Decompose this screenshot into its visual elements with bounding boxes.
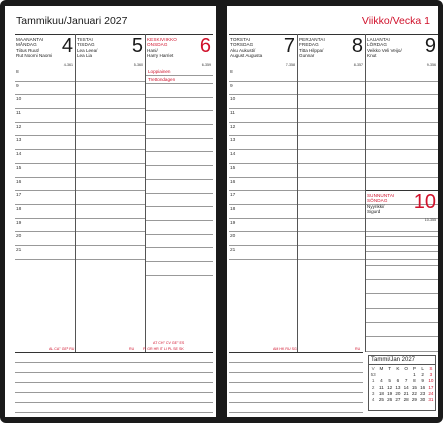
calendar-day: 15 — [411, 384, 417, 390]
hour-row — [366, 337, 438, 351]
hour-row — [76, 219, 145, 233]
calendar-day: 3 — [429, 371, 433, 377]
hour-rows — [15, 68, 75, 260]
hour-row — [298, 205, 365, 219]
hour-label: 9 — [16, 83, 19, 89]
calendar-day: 7 — [404, 378, 408, 384]
calendar-day: 27 — [395, 397, 401, 403]
weekday-header: V — [371, 365, 375, 371]
calendar-day: 19 — [387, 390, 393, 396]
hour-label: 19 — [16, 220, 22, 226]
day-of-year: 6-359 — [201, 63, 211, 67]
name-day-names — [77, 48, 97, 59]
day-header — [15, 34, 75, 68]
name-day-names: Nyyrikki/ Sigurd — [367, 204, 385, 215]
hour-row — [15, 178, 75, 192]
hour-row — [229, 164, 297, 178]
weekday-header: L — [421, 365, 424, 371]
hour-row — [298, 246, 365, 260]
day-column — [146, 34, 213, 352]
hour-row — [146, 166, 213, 180]
hour-row — [146, 98, 213, 112]
column-divider — [365, 34, 366, 352]
day-number: 10 — [413, 191, 436, 213]
hour-row — [298, 219, 365, 233]
day-header — [146, 34, 213, 68]
hour-row — [298, 136, 365, 150]
day-header — [298, 34, 365, 68]
notes-area — [229, 352, 363, 412]
left-page — [5, 6, 216, 417]
hour-row — [366, 323, 438, 337]
hour-row — [146, 194, 213, 208]
calendar-day: 17 — [428, 384, 434, 390]
hour-row — [298, 109, 365, 123]
notes-area — [15, 352, 213, 412]
hour-row — [298, 178, 365, 192]
day-of-year: 4-361 — [63, 63, 73, 67]
day-number: 9 — [424, 35, 436, 57]
day-name-sv: FREDAG — [299, 42, 319, 47]
day-column — [229, 34, 297, 352]
hour-row — [366, 252, 438, 266]
calendar-day: 12 — [387, 384, 393, 390]
day-column — [15, 34, 75, 352]
calendar-day: 2 — [421, 371, 424, 377]
week-title: Viikko/Vecka 1 — [361, 15, 430, 27]
week-number: 1 — [371, 378, 375, 384]
calendar-day: 10 — [428, 378, 434, 384]
nameday-codes: AL CA° GEº RU — [49, 347, 75, 351]
hour-row — [76, 178, 145, 192]
calendar-day: 1 — [413, 371, 416, 377]
hour-row — [15, 82, 75, 96]
day-column — [298, 34, 365, 352]
calendar-day: 14 — [403, 384, 409, 390]
week-number: 4 — [371, 397, 375, 403]
name-day-name: Aku Aukusti/ — [230, 48, 256, 53]
name-day-name: Lea Leea/ — [77, 48, 98, 53]
month-title: Tammikuu/Januari 2027 — [16, 15, 128, 27]
hour-label: 8 — [16, 70, 19, 75]
day-name-sv: ONSDAG — [147, 42, 168, 47]
calendar-day: 4 — [380, 378, 383, 384]
hour-row — [15, 109, 75, 123]
day-name-fi: TIISTAI — [77, 37, 93, 42]
calendar-day: 24 — [428, 390, 434, 396]
calendar-day: 6 — [396, 378, 400, 384]
nameday-codes: RU — [355, 347, 361, 351]
holiday-name: Trettondagen — [146, 76, 213, 84]
name-day-names — [299, 48, 323, 59]
mini-calendar — [368, 355, 436, 411]
hour-label: 21 — [230, 247, 236, 253]
hour-label: 20 — [16, 234, 22, 240]
sunday-box — [366, 190, 438, 352]
name-day-name: Hani/ — [147, 48, 158, 53]
hour-row — [298, 191, 365, 205]
hour-label: 16 — [16, 179, 22, 185]
day-name-fi: LAUANTAI — [367, 37, 390, 42]
hour-row — [15, 95, 75, 109]
hour-row — [366, 309, 438, 323]
calendar-day: 13 — [395, 384, 401, 390]
hour-label: 13 — [16, 138, 22, 144]
hour-row — [229, 123, 297, 137]
day-of-year: 10-355 — [424, 218, 436, 222]
hour-row — [76, 123, 145, 137]
day-of-year: 7-358 — [285, 63, 295, 67]
hour-label: 20 — [230, 234, 236, 240]
weekday-header: K — [396, 365, 400, 371]
hour-row — [15, 191, 75, 205]
calendar-day: 25 — [378, 397, 384, 403]
nameday-codes: FI GR HR IT LI PL SE SK — [143, 347, 184, 351]
name-day-name: Rut Noomi Naomi — [16, 53, 53, 59]
hour-row — [146, 152, 213, 166]
hour-row — [76, 95, 145, 109]
day-name-fi: TORSTAI — [230, 37, 251, 42]
hour-row — [76, 246, 145, 260]
hour-row — [298, 150, 365, 164]
mini-calendar-grid — [369, 365, 435, 403]
hour-row — [146, 125, 213, 139]
hour-row — [146, 248, 213, 262]
hour-row — [76, 82, 145, 96]
hour-label: 8 — [230, 70, 233, 75]
hour-rows — [298, 68, 365, 260]
hour-label: 14 — [230, 152, 236, 158]
calendar-day: 23 — [420, 390, 426, 396]
name-day-names — [230, 48, 262, 59]
hour-row — [298, 123, 365, 137]
day-number: 8 — [351, 35, 363, 57]
nameday-codes: AM HK RU SG — [273, 347, 297, 351]
day-number: 7 — [283, 35, 295, 57]
name-day-name: Lea Lia — [77, 53, 93, 59]
hour-row — [366, 223, 438, 237]
hour-label: 11 — [16, 111, 21, 117]
hour-row — [366, 123, 438, 137]
day-column — [76, 34, 145, 352]
day-header — [229, 34, 297, 68]
hour-row — [229, 95, 297, 109]
day-header — [366, 34, 438, 68]
hour-row — [76, 205, 145, 219]
nameday-codes: RU — [129, 347, 135, 351]
day-header — [76, 34, 145, 68]
calendar-day: 18 — [378, 390, 384, 396]
hour-row — [229, 82, 297, 96]
hour-label: 17 — [230, 193, 236, 199]
weekday-header: M — [379, 365, 384, 371]
day-name-sv: TISDAG — [77, 42, 95, 47]
hour-row — [15, 68, 75, 82]
hour-row — [366, 280, 438, 294]
hour-label: 12 — [16, 124, 22, 130]
nameday-codes: AT CH° CV GE° ES — [153, 341, 185, 345]
holiday-name: Loppiainen — [146, 68, 213, 76]
hour-label: 14 — [16, 152, 22, 158]
hour-label: 18 — [16, 206, 22, 212]
calendar-day: 31 — [428, 397, 434, 403]
calendar-day: 11 — [378, 384, 384, 390]
calendar-day: 22 — [411, 390, 417, 396]
hour-row — [366, 294, 438, 308]
hour-row — [366, 82, 438, 96]
hour-label: 13 — [230, 138, 236, 144]
hour-row — [76, 232, 145, 246]
hour-label: 9 — [230, 83, 233, 89]
hour-row — [366, 266, 438, 280]
hour-label: 12 — [230, 124, 236, 130]
name-day-name: Tiitus Ruut/ — [16, 48, 40, 53]
calendar-day: 30 — [420, 397, 426, 403]
hour-row — [146, 84, 213, 98]
weekday-header: O — [404, 365, 408, 371]
day-name-sv: TORSDAG — [230, 42, 254, 47]
hour-row — [229, 246, 297, 260]
calendar-day: 21 — [403, 390, 409, 396]
hour-row — [146, 111, 213, 125]
hour-label: 17 — [16, 193, 22, 199]
hour-row — [229, 136, 297, 150]
hour-label: 16 — [230, 179, 236, 185]
hour-row — [15, 123, 75, 137]
hour-row — [15, 246, 75, 260]
hour-row — [229, 178, 297, 192]
right-page — [227, 6, 438, 417]
sunday-header — [366, 190, 438, 223]
mini-calendar-title: Tammi/Jan 2027 — [369, 356, 435, 365]
column-divider — [75, 34, 76, 352]
hour-label: 10 — [230, 97, 236, 103]
hour-row — [15, 219, 75, 233]
hour-row — [146, 221, 213, 235]
hour-label: 19 — [230, 220, 236, 226]
weekday-header: P — [412, 365, 416, 371]
week-number: 3 — [371, 390, 375, 396]
hour-label: 10 — [16, 97, 22, 103]
hour-label: 11 — [230, 111, 235, 117]
calendar-day: 16 — [420, 384, 426, 390]
calendar-day: 28 — [403, 397, 409, 403]
day-name-sv: MÅNDAG — [16, 42, 37, 47]
day-name-fi: KESKIVIIKKO — [147, 37, 177, 42]
calendar-day: 26 — [387, 397, 393, 403]
name-day-name: August Augusta — [230, 53, 263, 59]
calendar-day: 29 — [411, 397, 417, 403]
calendar-day: 8 — [413, 378, 416, 384]
hour-row — [146, 207, 213, 221]
hour-row — [229, 109, 297, 123]
hour-row — [76, 68, 145, 82]
week-number: 2 — [371, 384, 375, 390]
hour-row — [229, 219, 297, 233]
hour-rows — [229, 68, 297, 260]
hour-row — [229, 232, 297, 246]
name-day-name: Titta Hilppa/ — [299, 48, 324, 53]
day-number: 4 — [61, 35, 73, 57]
hour-row — [15, 205, 75, 219]
hour-row — [298, 95, 365, 109]
name-day-name: Knut — [367, 53, 377, 59]
day-number: 5 — [131, 35, 143, 57]
hour-label: 18 — [230, 206, 236, 212]
hour-row — [366, 150, 438, 164]
hour-rows — [146, 84, 213, 276]
hour-row — [146, 139, 213, 153]
column-divider — [145, 34, 146, 352]
day-of-year: 5-360 — [133, 63, 143, 67]
hour-row — [366, 68, 438, 82]
hour-row — [146, 180, 213, 194]
hour-row — [229, 150, 297, 164]
week-number: 53 — [370, 371, 376, 377]
hour-row — [366, 95, 438, 109]
hour-rows — [76, 68, 145, 260]
hour-label: 15 — [16, 165, 22, 171]
name-day-name: Gunnar — [299, 53, 315, 59]
hour-row — [366, 109, 438, 123]
day-name-fi: PERJANTAI — [299, 37, 325, 42]
hour-row — [298, 164, 365, 178]
hour-row — [15, 164, 75, 178]
day-name-fi: MAANANTAI — [16, 37, 44, 42]
hour-row — [229, 191, 297, 205]
day-name-sv: SÖNDAG — [367, 198, 388, 203]
hour-row — [366, 237, 438, 251]
calendar-day: 5 — [388, 378, 391, 384]
name-day-names — [367, 48, 402, 59]
hour-row — [76, 150, 145, 164]
hour-row — [298, 82, 365, 96]
hour-row — [15, 136, 75, 150]
day-of-year: 9-356 — [426, 63, 436, 67]
calendar-day: 9 — [421, 378, 424, 384]
hour-row — [15, 150, 75, 164]
column-divider — [297, 34, 298, 352]
name-day-name: Harry Harriet — [147, 53, 174, 59]
hour-label: 15 — [230, 165, 236, 171]
hour-row — [229, 205, 297, 219]
hour-row — [366, 164, 438, 178]
day-of-year: 8-357 — [353, 63, 363, 67]
day-name-fi: SUNNUNTAI — [367, 193, 395, 198]
day-name-sv: LÖRDAG — [367, 42, 388, 47]
day-number: 6 — [199, 35, 211, 57]
calendar-day: 20 — [395, 390, 401, 396]
weekday-header: T — [388, 365, 392, 371]
hour-row — [298, 68, 365, 82]
hour-row — [229, 68, 297, 82]
hour-row — [366, 136, 438, 150]
name-day-name: Veikko Veli Veijo/ — [367, 48, 402, 53]
name-day-names — [147, 48, 173, 59]
hour-row — [76, 164, 145, 178]
hour-row — [76, 136, 145, 150]
hour-row — [76, 191, 145, 205]
hour-row — [76, 109, 145, 123]
planner-spine — [216, 6, 227, 417]
hour-row — [146, 262, 213, 276]
name-day-names — [16, 48, 52, 59]
hour-row — [15, 232, 75, 246]
hour-row — [146, 235, 213, 249]
hour-row — [298, 232, 365, 246]
hour-label: 21 — [16, 247, 22, 253]
weekday-header: S — [429, 365, 433, 371]
